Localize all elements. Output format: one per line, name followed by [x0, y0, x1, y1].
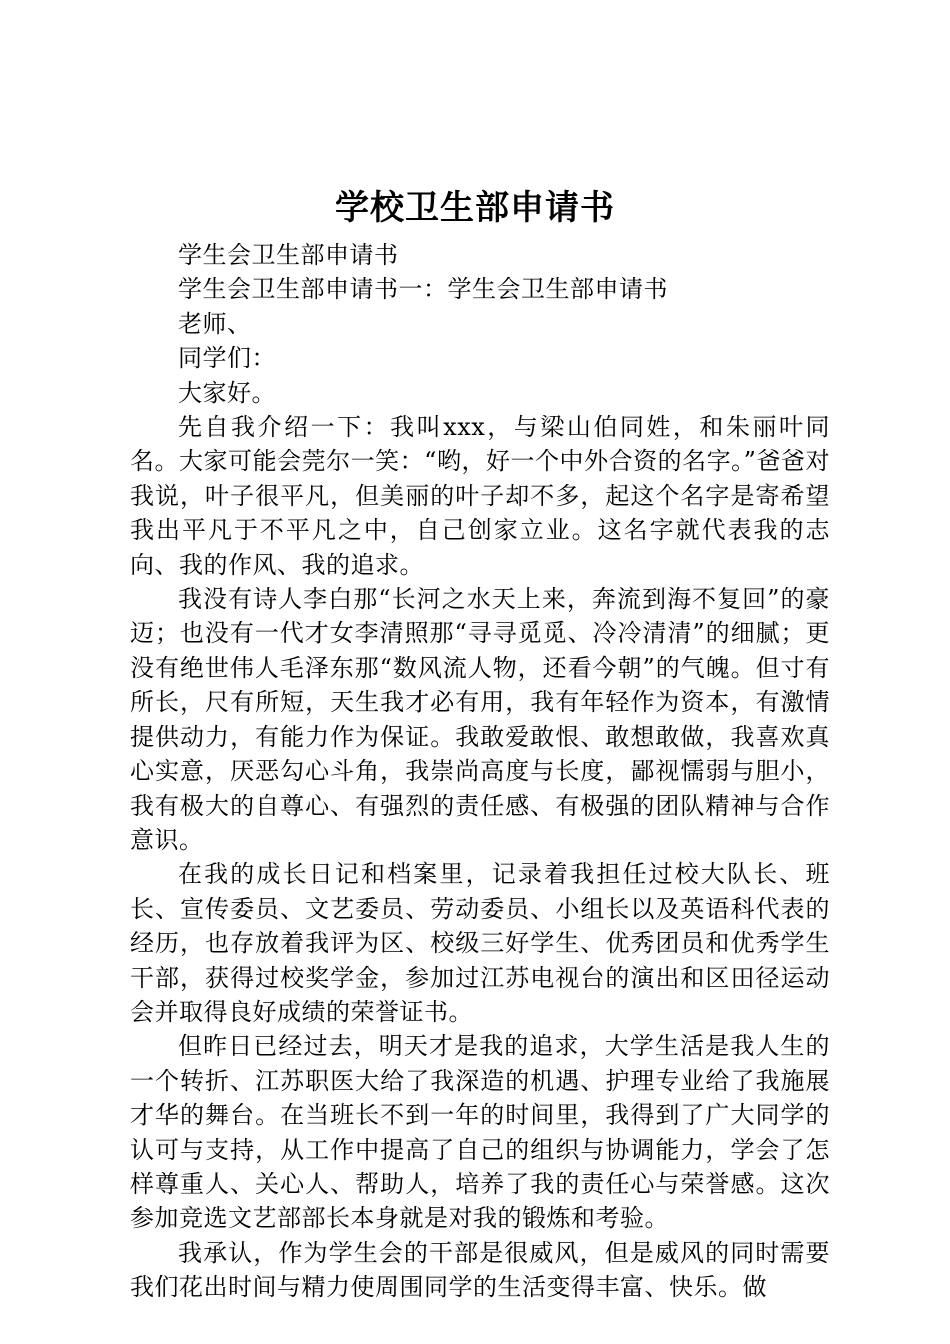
- paragraph-experience: 在我的成长日记和档案里，记录着我担任过校大队长、班长、宣传委员、文艺委员、劳动委员、小组长以及英语科代表的经历，也存放着我评为区、校级三好学生、优秀团员和优秀学生干部，获得过校奖学金，参加过江苏电视台的演出和区田径运动会并取得良好成绩的荣誉证书。: [130, 860, 830, 1026]
- document-title: 学校卫生部申请书: [335, 188, 615, 228]
- paragraph-character: 我没有诗人李白那“长河之水天上来，奔流到海不复回”的豪迈；也没有一代才女李清照那“寻寻觅觅、冷冷清清”的细腻；更没有绝世伟人毛泽东那“数风流人物，还看今朝”的气魄。但寸有所长，尺有所短，天生我才必有用，我有年轻作为资本，有激情提供动力，有能力作为保证。我敢爱敢恨、敢想敢做，我喜欢真心实意，厌恶勾心斗角，我崇尚高度与长度，鄙视懦弱与胆小，我有极大的自尊心、有强烈的责任感、有极强的团队精神与合作意识。: [130, 585, 830, 854]
- paragraph-university: 但昨日已经过去，明天才是我的追求，大学生活是我人生的一个转折、江苏职医大给了我深造的机遇、护理专业给了我施展才华的舞台。在当班长不到一年的时间里，我得到了广大同学的认可与支持，从工作中提高了自己的组织与协调能力，学会了怎样尊重人、关心人、帮助人，培养了我的责任心与荣誉感。这次参加竞选文艺部部长本身就是对我的锻炼和考验。: [130, 1032, 830, 1233]
- paragraph-self-intro: 先自我介绍一下：我叫xxx，与梁山伯同姓，和朱丽叶同名。大家可能会莞尔一笑：“哟，好一个中外合资的名字。”爸爸对我说，叶子很平凡，但美丽的叶子却不多，起这个名字是寄希望我出平凡于不平凡之中，自己创家立业。这名字就代表我的志向、我的作风、我的追求。: [130, 413, 830, 579]
- paragraph-heading: 学生会卫生部申请书: [178, 241, 399, 269]
- paragraph-salutation-students: 同学们：: [178, 344, 276, 373]
- paragraph-commitment: 我承认，作为学生会的干部是很威风，但是威风的同时需要我们花出时间与精力使周围同学的生活变得丰富、快乐。做: [130, 1238, 830, 1302]
- document-body: [130, 238, 830, 1305]
- paragraph-greeting: 大家好。: [178, 378, 276, 407]
- paragraph-subheading: 学生会卫生部申请书一：学生会卫生部申请书: [178, 275, 668, 304]
- paragraph-salutation-teachers: 老师、: [178, 309, 252, 338]
